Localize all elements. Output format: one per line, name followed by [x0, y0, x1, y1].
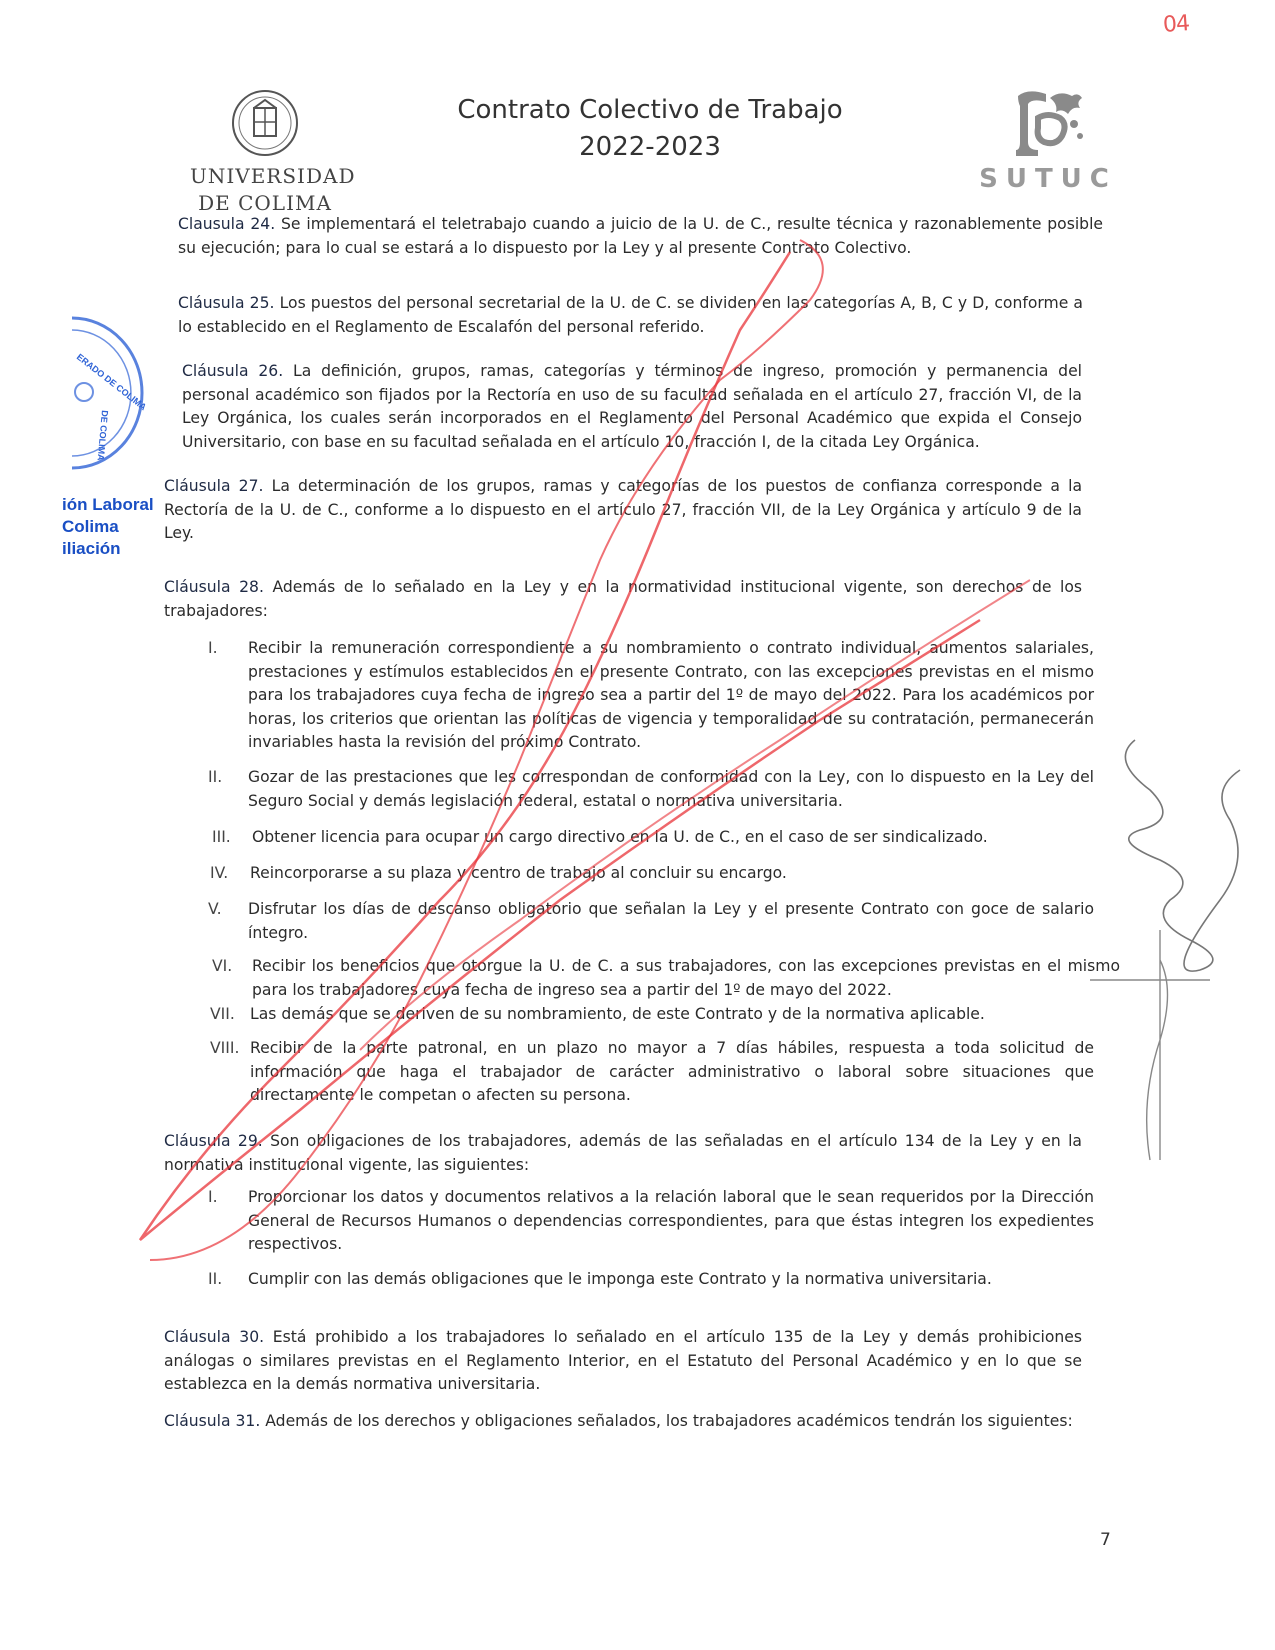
item-number: II.	[208, 1270, 223, 1288]
clause-text: Además de los derechos y obligaciones señalados, los trabajadores académicos tendrán los siguientes:	[265, 1412, 1073, 1430]
item-number: VIII.	[210, 1039, 240, 1057]
clause-26	[182, 360, 1082, 454]
item-text: Obtener licencia para ocupar un cargo directivo en la U. de C., en el caso de ser sindicalizado.	[252, 828, 988, 846]
clause-label: Cláusula 27.	[164, 477, 264, 495]
item-text: Cumplir con las demás obligaciones que le imponga este Contrato y la normativa universitaria.	[248, 1270, 992, 1288]
clause-27	[164, 475, 1082, 546]
svg-text:DE COLIMA: DE COLIMA	[95, 409, 110, 462]
item-text: Disfrutar los días de descanso obligatorio que señalan la Ley y el presente Contrato con goce de salario íntegro.	[248, 900, 1094, 942]
page-number: 7	[1100, 1530, 1111, 1550]
item-text: Recibir los beneficios que otorgue la U. de C. a sus trabajadores, con las excepciones previstas en el mismo para los trabajadores cuya fecha de ingreso sea a partir del 1º de mayo del 2022.	[252, 957, 1120, 999]
item-text: Las demás que se deriven de su nombramiento, de este Contrato y de la normativa aplicable.	[250, 1005, 985, 1023]
document-title	[440, 92, 860, 166]
stamp-line2: Colima	[62, 517, 119, 536]
clause-29	[164, 1130, 1082, 1177]
item-number: II.	[208, 768, 223, 786]
stamp-line3: iliación	[62, 539, 121, 558]
clause-label: Cláusula 25.	[178, 294, 275, 312]
title-line2: 2022-2023	[579, 132, 721, 162]
clause-28-item-3	[212, 826, 1094, 850]
clause-label: Cláusula 28.	[164, 578, 264, 596]
union-name: SUTUC	[979, 164, 1117, 194]
item-number: III.	[212, 828, 231, 846]
item-number: IV.	[210, 864, 229, 882]
union-logo	[978, 84, 1118, 194]
clause-28-item-4	[210, 862, 1094, 886]
university-seal-icon	[230, 88, 300, 158]
clause-text: La determinación de los grupos, ramas y categorías de los puestos de confianza corresponde a la Rectoría de la U. de C., conforme a lo dispuesto en el artículo 27, fracción VII, de la Ley Orgánica y artículo 9 de la Ley.	[164, 477, 1083, 542]
clause-29-item-1	[208, 1186, 1094, 1257]
university-name-line2: DE COLIMA	[198, 191, 332, 215]
item-text: Gozar de las prestaciones que les correspondan de conformidad con la Ley, con lo dispuesto en la Ley del Seguro Social y demás legislación federal, estatal o normativa universitaria.	[248, 768, 1094, 810]
stamp-line1: ión Laboral	[62, 495, 154, 514]
clause-28-item-6	[212, 955, 1120, 1002]
item-number: VI.	[212, 957, 233, 975]
clause-28-item-5	[208, 898, 1094, 945]
university-logo	[190, 88, 356, 216]
university-name-line1: UNIVERSIDAD	[190, 164, 356, 188]
title-line1: Contrato Colectivo de Trabajo	[457, 95, 843, 125]
item-number: I.	[208, 1188, 218, 1206]
clause-28	[164, 576, 1082, 623]
clause-label: Cláusula 29.	[164, 1132, 263, 1150]
union-emblem-icon	[998, 84, 1098, 164]
clause-30	[164, 1326, 1082, 1397]
item-text: Proporcionar los datos y documentos relativos a la relación laboral que le sean requeridos por la Dirección General de Recursos Humanos o dependencias correspondientes, para que éstas integren los expedientes respectivos.	[248, 1188, 1094, 1253]
item-number: I.	[208, 639, 218, 657]
stamp-text	[62, 494, 154, 560]
clause-25	[178, 292, 1083, 339]
clause-text: Además de lo señalado en la Ley y en la normatividad institucional vigente, son derechos de los trabajadores:	[164, 578, 1082, 620]
item-text: Recibir la remuneración correspondiente a su nombramiento o contrato individual, aumentos salariales, prestaciones y estímulos establecidos en el presente Contrato, con las excepciones previstas en el mismo para los trabajadores cuya fecha de ingreso sea a partir del 1º de mayo del 2022. Para los académicos por horas, los criterios que orientan las políticas de vigencia y temporalidad de su contratación, permanecerán invariables hasta la revisión del próximo Contrato.	[248, 639, 1094, 751]
item-text: Recibir de la parte patronal, en un plazo no mayor a 7 días hábiles, respuesta a toda solicitud de información que haga el trabajador de carácter administrativo o laboral sobre situaciones que directamente le competan o afecten su persona.	[250, 1039, 1094, 1104]
signature-icon	[1125, 740, 1240, 971]
clause-28-item-2	[208, 766, 1094, 813]
official-stamp-icon	[62, 318, 149, 468]
clause-28-item-1	[208, 637, 1094, 755]
item-number: VII.	[210, 1005, 235, 1023]
handwritten-page-mark: 04	[1162, 11, 1190, 38]
clause-31	[164, 1410, 1104, 1434]
svg-text:ERADO DE COLIMA: ERADO DE COLIMA	[74, 351, 149, 413]
clause-text: Está prohibido a los trabajadores lo señalado en el artículo 135 de la Ley y demás prohibiciones análogas o similares previstas en el Reglamento Interior, en el Estatuto del Personal Académico y en lo que se establezca en la demás normativa universitaria.	[164, 1328, 1082, 1393]
clause-29-item-2	[208, 1268, 1094, 1292]
clause-text: Son obligaciones de los trabajadores, además de las señaladas en el artículo 134 de la Ley y en la normativa institucional vigente, las siguientes:	[164, 1132, 1082, 1174]
clause-label: Clausula 24.	[178, 215, 276, 233]
clause-text: La definición, grupos, ramas, categorías y términos de ingreso, promoción y permanencia del personal académico son fijados por la Rectoría en uso de su facultad señalada en el artículo 27, fracción VI, de la Ley Orgánica, los cuales serán incorporados en el Reglamento del Personal Académico que expida el Consejo Universitario, con base en su facultad señalada en el artículo 10, fracción I, de la citada Ley Orgánica.	[182, 362, 1082, 451]
clause-label: Cláusula 30.	[164, 1328, 265, 1346]
clause-text: Se implementará el teletrabajo cuando a juicio de la U. de C., resulte técnica y razonablemente posible su ejecución; para lo cual se estará a lo dispuesto por la Ley y al presente Contrato Colectivo.	[178, 215, 1103, 257]
clause-24	[178, 213, 1103, 260]
clause-label: Cláusula 31.	[164, 1412, 261, 1430]
clause-text: Los puestos del personal secretarial de la U. de C. se dividen en las categorías A, B, C y D, conforme a lo establecido en el Reglamento de Escalafón del personal referido.	[178, 294, 1083, 336]
item-number: V.	[208, 900, 222, 918]
clause-28-item-8	[210, 1037, 1094, 1108]
clause-28-item-7	[210, 1003, 1094, 1027]
clause-label: Cláusula 26.	[182, 362, 284, 380]
item-text: Reincorporarse a su plaza y centro de trabajo al concluir su encargo.	[250, 864, 787, 882]
